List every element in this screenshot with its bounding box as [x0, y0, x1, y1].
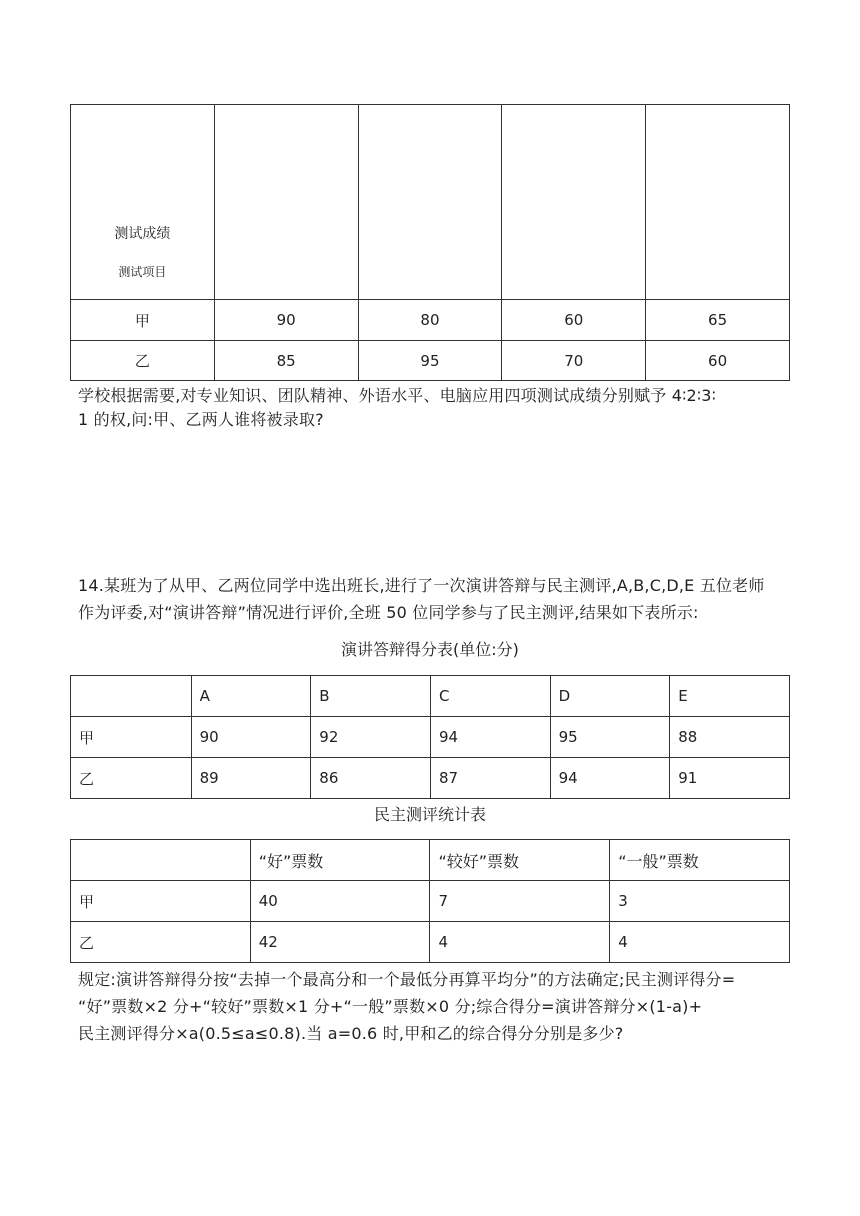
- paragraph-line: 学校根据需要,对专业知识、团队精神、外语水平、电脑应用四项测试成绩分别赋予 4∶2∶3∶: [78, 386, 717, 405]
- rule-paragraph: [78, 966, 790, 1047]
- score-cell: 91: [670, 758, 790, 799]
- score-cell: 95: [358, 341, 502, 381]
- table-row: [71, 922, 790, 963]
- score-cell: 60: [502, 300, 646, 341]
- table-row: [71, 717, 790, 758]
- table1-header-cell: [358, 105, 502, 300]
- test-score-table: [70, 104, 790, 381]
- question-14: [78, 572, 790, 626]
- row-name: 甲: [71, 300, 215, 341]
- score-cell: 90: [191, 717, 311, 758]
- paragraph-line: 1 的权,问:甲、乙两人谁将被录取?: [78, 410, 324, 429]
- column-header: C: [430, 676, 550, 717]
- score-cell: 92: [311, 717, 431, 758]
- table-row: [71, 758, 790, 799]
- column-header: A: [191, 676, 311, 717]
- table1-header-cell: [646, 105, 790, 300]
- table-header-row: [71, 676, 790, 717]
- vote-cell: 4: [430, 922, 610, 963]
- row-name: 乙: [71, 922, 251, 963]
- score-cell: 90: [214, 300, 358, 341]
- speech-score-table: [70, 675, 790, 799]
- paragraph-line: 民主测评得分×a(0.5≤a≤0.8).当 a=0.6 时,甲和乙的综合得分分别是多少?: [78, 1024, 624, 1043]
- table-row: [71, 881, 790, 922]
- column-header: E: [670, 676, 790, 717]
- vote-table-title: 民主测评统计表: [373, 805, 486, 824]
- paragraph-weights: [78, 384, 790, 432]
- row-name: 乙: [71, 758, 192, 799]
- vote-cell: 3: [610, 881, 790, 922]
- paragraph-line: 规定:演讲答辩得分按“去掉一个最高分和一个最低分再算平均分”的方法确定;民主测评得分=: [78, 970, 736, 989]
- score-cell: 86: [311, 758, 431, 799]
- column-header: “较好”票数: [430, 840, 610, 881]
- column-header: B: [311, 676, 431, 717]
- table1-header-score-label: 测试成绩: [114, 226, 171, 242]
- paragraph-line: 14.某班为了从甲、乙两位同学中选出班长,进行了一次演讲答辩与民主测评,A,B,C,D,E 五位老师: [78, 576, 765, 595]
- column-header: “好”票数: [250, 840, 430, 881]
- row-name: 甲: [71, 717, 192, 758]
- table1-header-cell: [502, 105, 646, 300]
- column-header: “一般”票数: [610, 840, 790, 881]
- vote-cell: 42: [250, 922, 430, 963]
- score-cell: 70: [502, 341, 646, 381]
- table1-header-cell: [214, 105, 358, 300]
- vote-cell: 40: [250, 881, 430, 922]
- score-cell: 65: [646, 300, 790, 341]
- vote-cell: 4: [610, 922, 790, 963]
- column-header: [71, 676, 192, 717]
- score-cell: 88: [670, 717, 790, 758]
- score-cell: 94: [550, 758, 670, 799]
- row-name: 甲: [71, 881, 251, 922]
- row-name: 乙: [71, 341, 215, 381]
- vote-cell: 7: [430, 881, 610, 922]
- table1-header-item-label: 测试项目: [118, 265, 167, 279]
- score-cell: 95: [550, 717, 670, 758]
- table1-header-corner: [71, 105, 215, 300]
- speech-table-title: 演讲答辩得分表(单位:分): [341, 640, 519, 659]
- column-header: [71, 840, 251, 881]
- table-row: [71, 300, 790, 341]
- score-cell: 87: [430, 758, 550, 799]
- score-cell: 89: [191, 758, 311, 799]
- score-cell: 94: [430, 717, 550, 758]
- table-row: [71, 341, 790, 381]
- vote-stats-table: [70, 839, 790, 963]
- paragraph-line: “好”票数×2 分+“较好”票数×1 分+“一般”票数×0 分;综合得分=演讲答辩分×(1-a)+: [78, 997, 703, 1016]
- score-cell: 85: [214, 341, 358, 381]
- table-header-row: [71, 840, 790, 881]
- paragraph-line: 作为评委,对“演讲答辩”情况进行评价,全班 50 位同学参与了民主测评,结果如下表所示:: [78, 603, 699, 622]
- score-cell: 80: [358, 300, 502, 341]
- score-cell: 60: [646, 341, 790, 381]
- column-header: D: [550, 676, 670, 717]
